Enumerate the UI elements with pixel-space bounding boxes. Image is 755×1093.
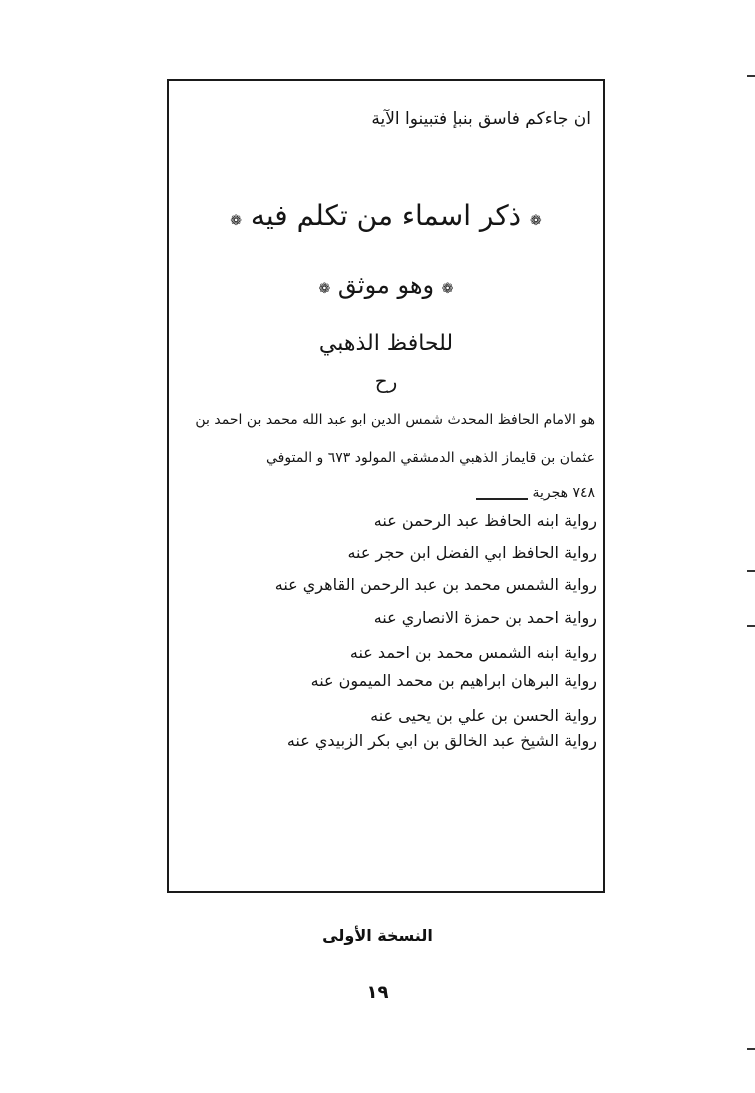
edge-mark bbox=[747, 1048, 755, 1050]
ornament-mark: ❁ bbox=[530, 213, 542, 229]
ornament-mark: ❁ bbox=[441, 281, 454, 297]
biography-line-1: هو الامام الحافظ المحدث شمس الدين ابو عبد الله محمد بن احمد بن bbox=[195, 412, 595, 428]
quran-verse-line: ان جاءكم فاسق بنبإ فتبينوا الآية bbox=[371, 109, 591, 129]
invocation-symbol: رح bbox=[374, 369, 398, 393]
manuscript-frame bbox=[167, 79, 605, 893]
riwaya-line: رواية الحافظ ابي الفضل ابن حجر عنه bbox=[347, 543, 597, 562]
edge-mark bbox=[747, 570, 755, 572]
page-number: ١٩ bbox=[366, 982, 389, 1003]
riwaya-line: رواية الحسن بن علي بن يحيى عنه bbox=[370, 706, 597, 725]
biography-line-2: عثمان بن قايماز الذهبي الدمشقي المولود ٦٧٣ و المتوفي bbox=[266, 450, 595, 466]
author-line: للحافظ الذهبي bbox=[318, 331, 454, 356]
edge-mark bbox=[747, 75, 755, 77]
dash-stroke bbox=[476, 486, 528, 500]
edge-mark bbox=[747, 625, 755, 627]
title-line-1: ❁ ذكر اسماء من تكلم فيه ❁ bbox=[230, 199, 542, 232]
title-line-2: ❁ وهو موثق ❁ bbox=[318, 271, 454, 299]
riwaya-line: رواية ابنه الحافظ عبد الرحمن عنه bbox=[373, 511, 597, 530]
riwaya-line: رواية احمد بن حمزة الانصاري عنه bbox=[373, 608, 597, 627]
riwaya-line: رواية ابنه الشمس محمد بن احمد عنه bbox=[349, 643, 597, 662]
riwaya-line: رواية البرهان ابراهيم بن محمد الميمون عنه bbox=[310, 671, 597, 690]
biography-line-3: ٧٤٨ هجرية bbox=[169, 474, 603, 512]
riwaya-line: رواية الشيخ عبد الخالق بن ابي بكر الزبيدي عنه bbox=[286, 731, 597, 750]
ornament-mark: ❁ bbox=[230, 213, 242, 229]
copy-caption: النسخة الأولى bbox=[322, 926, 433, 945]
ornament-mark: ❁ bbox=[318, 281, 331, 297]
riwaya-line: رواية الشمس محمد بن عبد الرحمن القاهري عنه bbox=[274, 575, 597, 594]
